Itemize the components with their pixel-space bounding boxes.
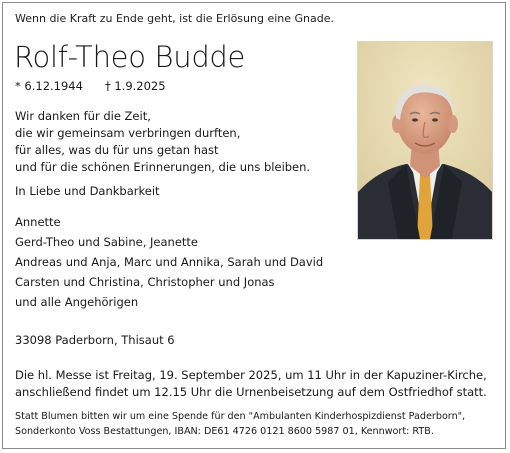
- verse: [15, 108, 310, 176]
- life-dates: [15, 79, 166, 93]
- motto: Wenn die Kraft zu Ende geht, ist die Erlösung eine Gnade.: [15, 12, 334, 25]
- family-member: Gerd-Theo und Sabine, Jeanette: [15, 235, 199, 249]
- donation-line: Sonderkonto Voss Bestattungen, IBAN: DE61 4726 0121 8600 5987 01, Kennwort: RTB.: [15, 426, 434, 437]
- verse-line: und für die schönen Erinnerungen, die uns bleiben.: [15, 160, 311, 174]
- verse-line: die wir gemeinsam verbringen durften,: [15, 126, 241, 140]
- family-member: Andreas und Anja, Marc und Annika, Sarah und David: [15, 255, 324, 269]
- address: 33098 Paderborn, Thisaut 6: [15, 333, 175, 347]
- family-member: und alle Angehörigen: [15, 295, 139, 309]
- family-member: Carsten und Christina, Christopher und Jonas: [15, 275, 275, 289]
- family-list: [15, 212, 323, 312]
- family-member: Annette: [15, 215, 61, 229]
- thanks-line: In Liebe und Dankbarkeit: [15, 184, 160, 198]
- mass-line: anschließend findet um 12.15 Uhr die Urnenbeisetzung auf dem Ostfriedhof statt.: [15, 385, 487, 399]
- portrait-photo: [358, 42, 492, 239]
- donation-info: [15, 409, 465, 439]
- birth-date: * 6.12.1944: [15, 79, 83, 93]
- verse-line: für alles, was du für uns getan hast: [15, 143, 219, 157]
- deceased-name: Rolf-Theo Budde: [14, 40, 246, 74]
- mass-info: [15, 367, 497, 401]
- death-date: † 1.9.2025: [104, 79, 166, 93]
- verse-line: Wir danken für die Zeit,: [15, 109, 151, 123]
- mass-line: Die hl. Messe ist Freitag, 19. September 2025, um 11 Uhr in der Kapuziner-Kirche,: [15, 368, 487, 382]
- portrait-illustration: [358, 42, 492, 239]
- donation-line: Statt Blumen bitten wir um eine Spende für den "Ambulanten Kinderhospizdienst Paderborn",: [15, 411, 466, 422]
